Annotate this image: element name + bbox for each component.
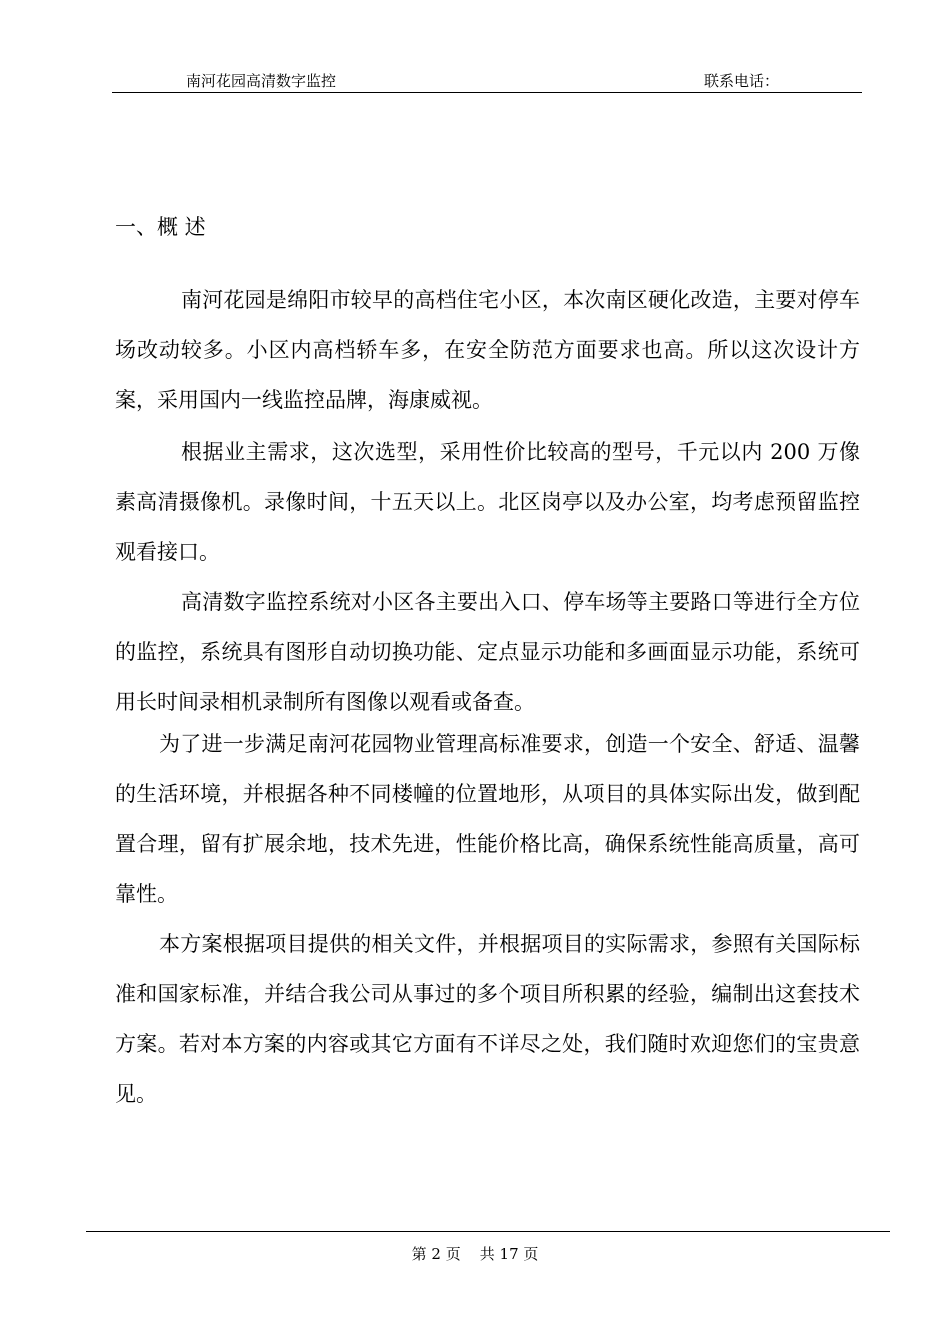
page-header xyxy=(112,62,862,93)
paragraph-4: 为了进一步满足南河花园物业管理高标准要求，创造一个安全、舒适、温馨的生活环境，并根据各种不同楼幢的位置地形，从项目的具体实际出发，做到配置合理，留有扩展余地，技术先进，性能价格比高，确保系统性能高质量，高可靠性。 xyxy=(115,732,860,906)
paragraph-2: 根据业主需求，这次选型，采用性价比较高的型号，千元以内 200 万像素高清摄像机。录像时间，十五天以上。北区岗亭以及办公室，均考虑预留监控观看接口。 xyxy=(115,440,860,564)
header-contact-label: 联系电话： xyxy=(704,72,780,90)
footer-divider xyxy=(86,1231,890,1232)
header-title: 南河花园高清数字监控 xyxy=(186,72,337,90)
page-number-footer xyxy=(0,1243,950,1264)
paragraph-3: 高清数字监控系统对小区各主要出入口、停车场等主要路口等进行全方位的监控，系统具有图形自动切换功能、定点显示功能和多画面显示功能，系统可用长时间录相机录制所有图像以观看或备查。 xyxy=(115,590,860,714)
paragraph-1: 南河花园是绵阳市较早的高档住宅小区，本次南区硬化改造，主要对停车场改动较多。小区内高档轿车多，在安全防范方面要求也高。所以这次设计方案，采用国内一线监控品牌，海康威视。 xyxy=(115,288,860,412)
section-heading: 一、概 述 xyxy=(115,215,206,239)
paragraph-5: 本方案根据项目提供的相关文件，并根据项目的实际需求，参照有关国际标准和国家标准，并结合我公司从事过的多个项目所积累的经验，编制出这套技术方案。若对本方案的内容或其它方面有不详尽之处，我们随时欢迎您们的宝贵意见。 xyxy=(115,932,860,1106)
page-number-text: 第 2 页 共 17 页 xyxy=(411,1245,539,1263)
